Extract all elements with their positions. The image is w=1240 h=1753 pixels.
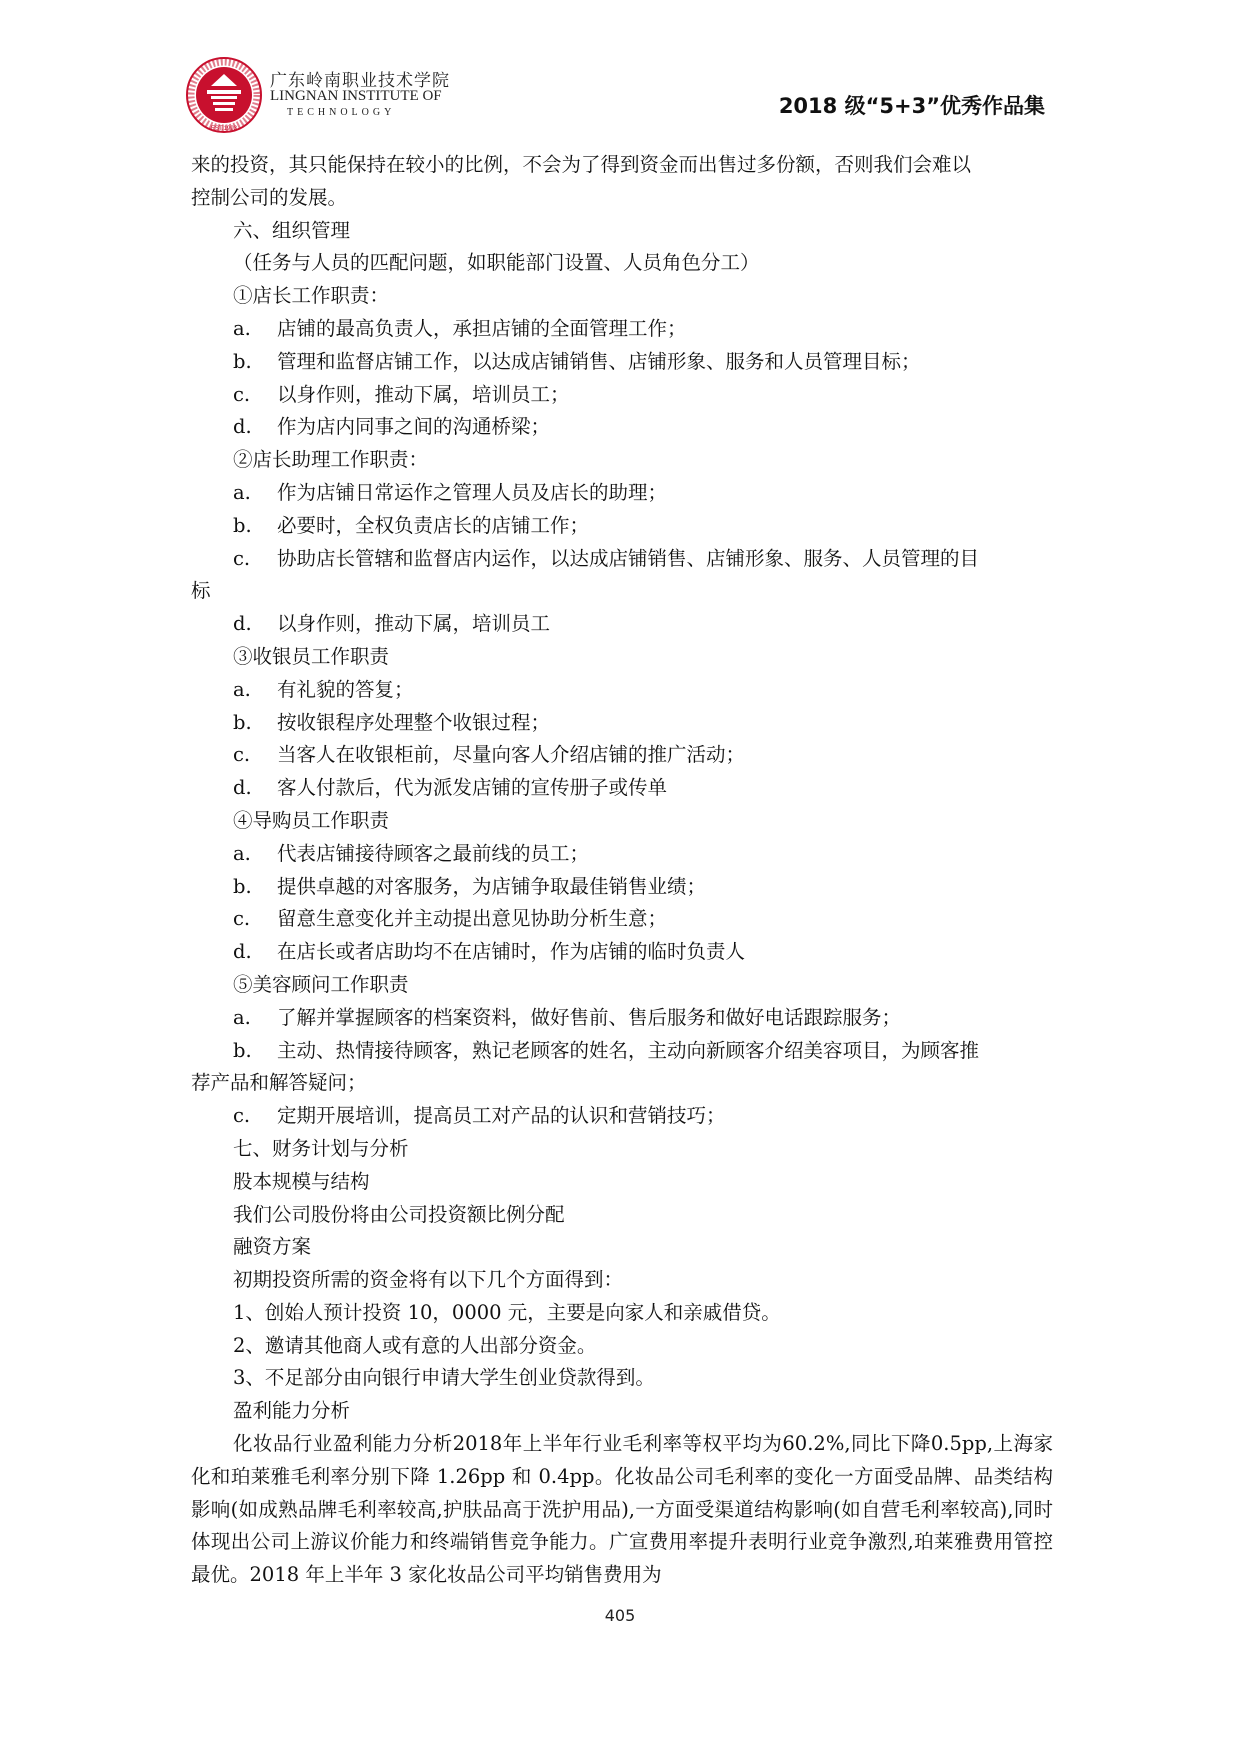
section-heading: 七、财务计划与分析 [233,1136,409,1160]
list-item [191,346,1053,379]
item-label: d. [233,776,252,800]
item-text: 定期开展培训，提高员工对产品的认识和营销技巧； [277,1104,726,1128]
item-label: b. [233,710,252,734]
item-label: b. [233,874,252,898]
school-name-en-technology: TECHNOLOGY [287,107,396,118]
item-label: a. [233,677,251,701]
item-text: 按收银程序处理整个收银过程； [277,710,551,734]
role-title: ⑤美容顾问工作职责 [233,972,409,996]
list-item [191,1100,1053,1133]
list-item: 3、不足部分由向银行申请大学生创业贷款得到。 [233,1366,655,1390]
list-item [191,608,1053,641]
list-item [191,772,1053,805]
list-item [191,903,1053,936]
document-body [191,149,1053,1592]
item-text: 店铺的最高负责人，承担店铺的全面管理工作； [277,316,687,340]
profit-paragraph: 化妆品行业盈利能力分析2018年上半年行业毛利率等权平均为60.2%,同比下降0.5pp,上海家化和珀莱雅毛利率分别下降 1.26pp 和 0.4pp。化妆品公司毛利率的变化一方面受品牌、品类结构影响(如成熟品牌毛利率较高,护肤品高于洗护用品),一方面受渠道结构影响(如自营毛利率较高),同时体现出公司上游议价能力和终端销售竞争能力。广宣费用率提升表明行业竞争激烈,珀莱雅费用管控最优。2018 年上半年 3 家化妆品公司平均销售费用为 [191,1432,1053,1587]
list-item [191,477,1053,510]
role-title: ②店长助理工作职责： [233,448,429,472]
item-text: 客人付款后，代为派发店铺的宣传册子或传单 [277,776,668,800]
list-item [191,411,1053,444]
item-label: c. [233,1104,251,1128]
item-label: d. [233,612,252,636]
item-text: 当客人在收银柜前，尽量向客人介绍店铺的推广活动； [277,743,746,767]
item-label: b. [233,1038,252,1062]
list-item [191,543,1053,576]
subsection-heading: 股本规模与结构 [233,1169,370,1193]
item-text: 管理和监督店铺工作，以达成店铺销售、店铺形象、服务和人员管理目标； [277,349,921,373]
section-note: （任务与人员的匹配问题，如职能部门设置、人员角色分工） [233,251,760,275]
role-title: ③收银员工作职责 [233,644,390,668]
list-item [191,379,1053,412]
item-text: 有礼貌的答复； [277,677,414,701]
item-text: 以身作则，推动下属，培训员工 [277,612,551,636]
page-number: 405 [604,1606,636,1625]
item-label: a. [233,480,251,504]
list-item [191,707,1053,740]
text-line: 我们公司股份将由公司投资额比例分配 [233,1202,565,1226]
item-text: 代表店铺接待顾客之最前线的员工； [277,841,590,865]
school-logo [185,56,455,140]
list-item: 1、创始人预计投资 10，0000 元，主要是向家人和亲戚借贷。 [233,1300,781,1324]
item-label: b. [233,349,252,373]
text-line: 来的投资，其只能保持在较小的比例，不会为了得到资金而出售过多份额，否则我们会难以 [191,153,972,176]
item-text: 作为店内同事之间的沟通桥梁； [277,415,551,439]
item-label: b. [233,513,252,537]
item-text: 以身作则，推动下属，培训员工； [277,382,570,406]
item-label: c. [233,743,251,767]
text-line: 初期投资所需的资金将有以下几个方面得到： [233,1268,624,1292]
item-label: d. [233,415,252,439]
list-item-continuation: 标 [191,579,211,603]
item-text: 协助店长管辖和监督店内运作，以达成店铺销售、店铺形象、服务、人员管理的目 [277,546,980,570]
item-text: 作为店铺日常运作之管理人员及店长的助理； [277,480,668,504]
item-label: c. [233,907,251,931]
item-text: 了解并掌握顾客的档案资料，做好售前、售后服务和做好电话跟踪服务； [277,1005,902,1029]
item-text: 主动、热情接待顾客，熟记老顾客的姓名，主动向新顾客介绍美容项目，为顾客推 [277,1038,980,1062]
list-item [191,313,1053,346]
section-heading: 六、组织管理 [233,218,351,242]
item-label: a. [233,841,251,865]
school-name-en: LINGNAN INSTITUTE OF [270,88,442,104]
item-label: d. [233,940,252,964]
list-item: 2、邀请其他商人或有意的人出部分资金。 [233,1333,597,1357]
item-label: a. [233,1005,251,1029]
item-label: c. [233,546,251,570]
school-emblem-icon [185,56,263,134]
list-item [191,936,1053,969]
list-item [191,739,1053,772]
item-text: 必要时，全权负责店长的店铺工作； [277,513,590,537]
item-label: c. [233,382,251,406]
page-header [0,0,1240,140]
item-text: 在店长或者店助均不在店铺时，作为店铺的临时负责人 [277,940,746,964]
subsection-heading: 盈利能力分析 [233,1399,351,1423]
school-name-cn: 广东岭南职业技术学院 [270,71,450,91]
collection-title: 2018 级“5+3”优秀作品集 [778,94,1045,118]
list-item [191,838,1053,871]
role-title: ④导购员工作职责 [233,808,390,832]
logo-est-text: EST.1993 [210,126,238,132]
subsection-heading: 融资方案 [233,1235,312,1259]
item-text: 留意生意变化并主动提出意见协助分析生意； [277,907,668,931]
item-label: a. [233,316,251,340]
list-item [191,871,1053,904]
text-line: 控制公司的发展。 [191,185,348,209]
list-item [191,674,1053,707]
list-item-continuation: 荐产品和解答疑问； [191,1071,367,1095]
list-item [191,1035,1053,1068]
item-text: 提供卓越的对客服务，为店铺争取最佳销售业绩； [277,874,707,898]
list-item [191,510,1053,543]
list-item [191,1002,1053,1035]
role-title: ①店长工作职责： [233,284,390,308]
